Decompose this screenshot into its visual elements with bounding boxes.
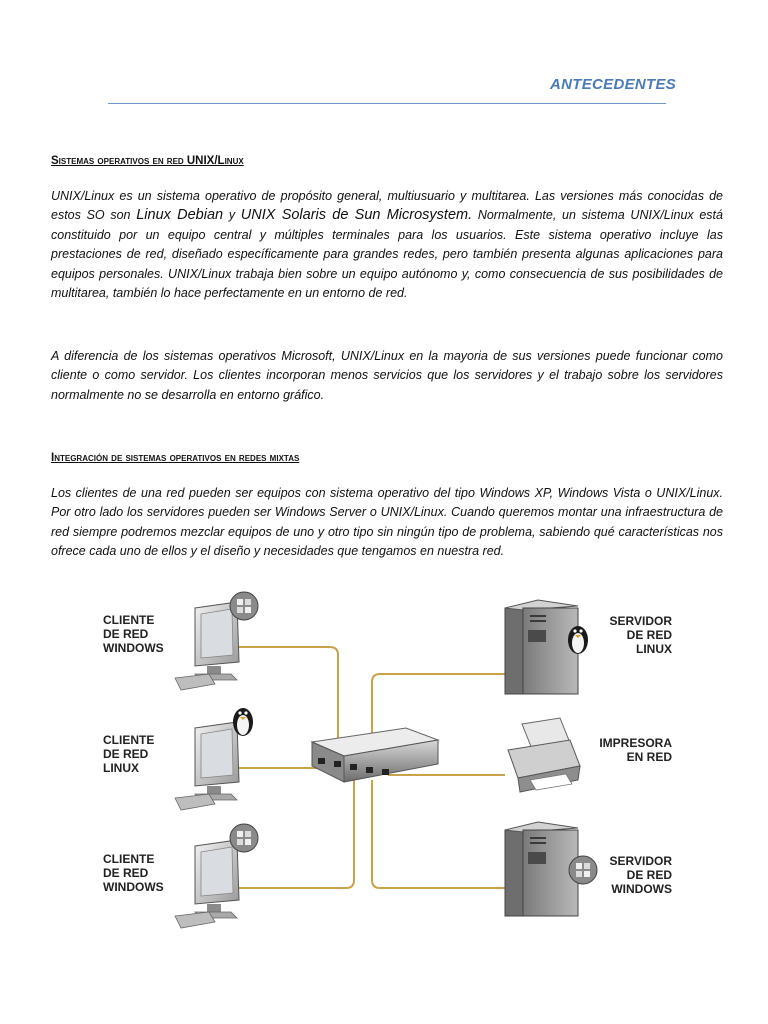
label-line: LINUX — [103, 761, 139, 775]
label-line: DE RED — [626, 628, 672, 642]
tux-penguin-icon — [568, 626, 588, 654]
server-linux-tower — [505, 600, 578, 694]
windows-logo-icon — [230, 592, 258, 620]
page-header-title: ANTECEDENTES — [550, 76, 677, 93]
cable-server-windows — [372, 780, 505, 888]
label-printer — [599, 736, 672, 764]
label-line: EN RED — [626, 750, 672, 764]
label-line: DE RED — [103, 627, 149, 641]
label-client-windows-top — [103, 613, 164, 655]
label-server-windows — [610, 854, 673, 896]
label-client-windows-bottom — [103, 852, 164, 894]
label-line: CLIENTE — [103, 613, 155, 627]
label-server-linux — [610, 614, 673, 656]
text-unix-solaris: UNIX Solaris de Sun Microsystem. — [240, 207, 473, 224]
network-printer — [508, 718, 580, 792]
section-heading-unix-linux: Sistemas operativos en red UNIX/Linux — [51, 155, 244, 167]
paragraph-unix-linux-intro — [51, 187, 723, 303]
text-run: Normalmente, un sistema UNIX/Linux está constituido por un equipo central y múltiples terminales para los usuarios. Este sistema operativo incluye las prestaciones de red, diseñado específicamente para grandes redes, pero también presenta algunas aplicaciones para equipos personales. UNIX/Linux trabaja bien sobre un equipo autónomo y, como consecuencia de sus posibilidades de multitarea, también lo hace perfectamente en un entorno de red. — [51, 208, 723, 301]
server-windows-tower — [505, 822, 578, 916]
label-client-linux — [103, 733, 154, 775]
client-linux-computer — [175, 722, 239, 810]
label-line: DE RED — [103, 866, 149, 880]
label-line: CLIENTE — [103, 733, 155, 747]
text-run: UNIX/Linux es un sistema operativo de propósito general, multiusuario y multitarea. Las versiones más conocidas de estos SO son — [51, 189, 723, 223]
label-line: LINUX — [636, 642, 672, 656]
header-rule — [108, 103, 666, 104]
label-line: SERVIDOR — [609, 854, 672, 868]
section-heading-mixed-networks: Integración de sistemas operativos en redes mixtas — [51, 452, 300, 464]
cable-client-windows-bottom — [238, 766, 354, 888]
client-windows-bottom-computer — [175, 840, 239, 928]
text-linux-debian: Linux Debian — [136, 207, 224, 224]
label-line: SERVIDOR — [609, 614, 672, 628]
network-switch — [312, 728, 438, 782]
tux-penguin-icon — [233, 708, 253, 736]
windows-logo-icon — [569, 856, 597, 884]
text-run: y — [223, 208, 241, 223]
label-line: IMPRESORA — [599, 736, 672, 750]
label-line: DE RED — [626, 868, 672, 882]
client-windows-top-computer — [175, 602, 239, 690]
label-line: DE RED — [103, 747, 149, 761]
network-diagram — [0, 580, 768, 930]
windows-logo-icon — [230, 824, 258, 852]
label-line: WINDOWS — [103, 641, 164, 655]
label-line: WINDOWS — [611, 882, 672, 896]
paragraph-unix-linux-client-server: A diferencia de los sistemas operativos Microsoft, UNIX/Linux en la mayoria de sus versiones puede funcionar como cliente o como servidor. Los clientes incorporan menos servicios que los servidores y el trabajo sobre los servidores normalmente no se desarrolla en entorno gráfico. — [51, 349, 723, 402]
label-line: CLIENTE — [103, 852, 155, 866]
label-line: WINDOWS — [103, 880, 164, 894]
paragraph-mixed-networks: Los clientes de una red pueden ser equipos con sistema operativo del tipo Windows XP, Windows Vista o UNIX/Linux. Por otro lado los servidores pueden ser Windows Server o UNIX/Linux. Cuando queremos montar una infraestructura de red siempre podremos mezclar equipos de uno y otro tipo sin ningún tipo de problema, sabiendo qué características nos ofrece cada uno de ellos y el diseño y necesidades que tengamos en nuestra red. — [51, 486, 723, 559]
